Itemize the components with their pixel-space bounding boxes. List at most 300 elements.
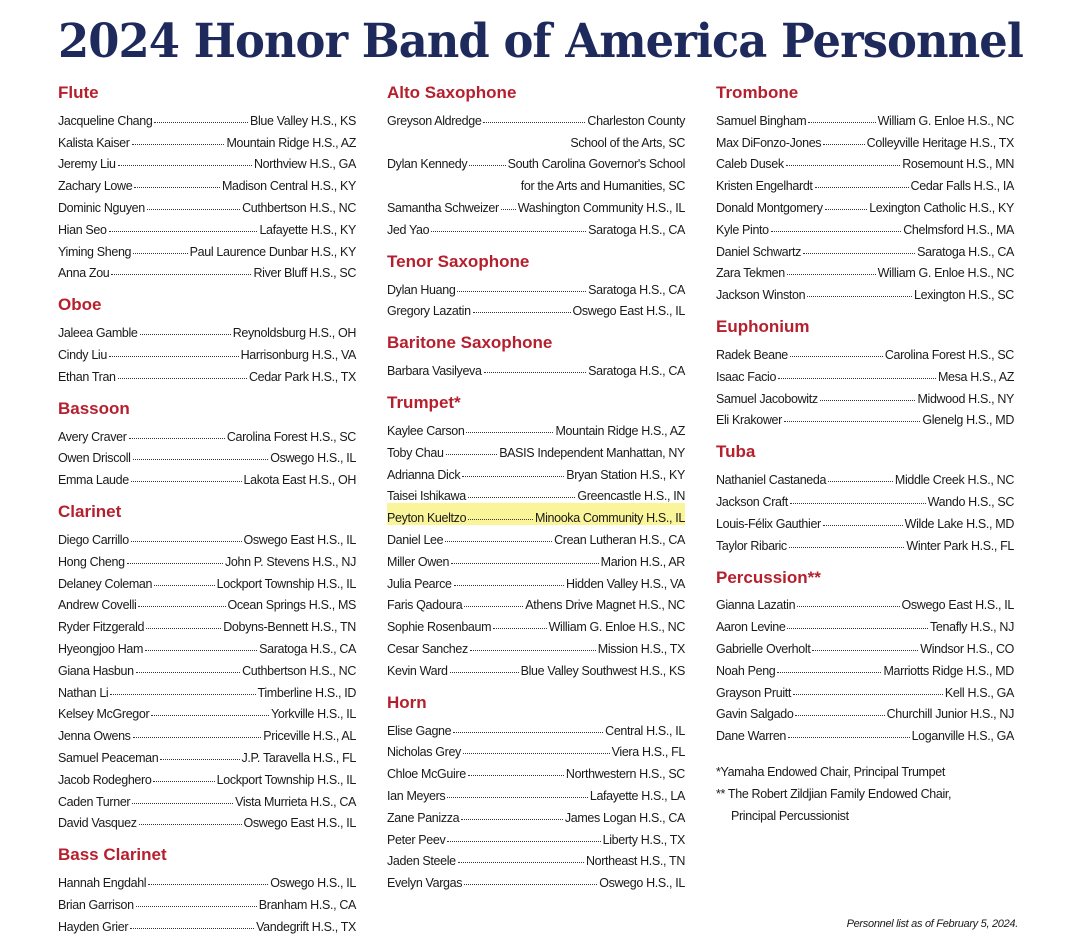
section-clarinet — [58, 501, 356, 830]
member-school: Mountain Ridge H.S., AZ — [226, 135, 356, 150]
dot-leader — [468, 519, 533, 520]
member-name: Caden Turner — [58, 794, 131, 809]
member-row — [58, 678, 356, 700]
dot-leader — [790, 503, 926, 504]
section-heading: Tuba — [716, 442, 756, 462]
member-row — [716, 340, 1014, 362]
member-row — [716, 215, 1014, 237]
member-row — [387, 275, 685, 297]
section-oboe — [58, 294, 356, 383]
section-heading: Percussion** — [716, 567, 821, 587]
dot-leader — [109, 231, 258, 232]
member-name: Zachary Lowe — [58, 179, 133, 194]
member-school: Charleston County — [587, 113, 685, 128]
note-line: Principal Percussionist — [731, 808, 849, 823]
member-row — [58, 525, 356, 547]
member-name: Samuel Bingham — [716, 113, 807, 128]
member-row — [58, 890, 356, 912]
dot-leader — [483, 122, 585, 123]
member-name: Hong Cheng — [58, 554, 125, 569]
member-row — [716, 280, 1014, 302]
member-name: Hyeongjoo Ham — [58, 641, 144, 656]
dot-leader — [133, 253, 187, 254]
page-title: 2024 Honor Band of America Personnel — [58, 14, 1023, 69]
member-row — [387, 612, 685, 634]
member-row — [387, 634, 685, 656]
member-school: Viera H.S., FL — [611, 745, 685, 760]
member-row — [387, 759, 685, 781]
member-name: Caleb Dusek — [716, 157, 784, 172]
section-heading: Euphonium — [716, 317, 810, 337]
dot-leader — [493, 628, 546, 629]
dot-leader — [778, 378, 936, 379]
member-name: Sophie Rosenbaum — [387, 620, 492, 635]
member-row — [58, 787, 356, 809]
member-school: Washington Community H.S., IL — [517, 200, 685, 215]
section-heading: Bass Clarinet — [58, 845, 167, 865]
member-school: James Logan H.S., CA — [564, 810, 685, 825]
member-school: J.P. Taravella H.S., FL — [241, 750, 356, 765]
dot-leader — [828, 481, 893, 482]
member-row — [387, 356, 685, 378]
member-row — [58, 634, 356, 656]
dot-leader — [447, 797, 588, 798]
section-trumpet — [387, 392, 685, 678]
dot-leader — [787, 274, 876, 275]
member-school: Oswego East H.S., IL — [901, 598, 1014, 613]
dot-leader — [118, 378, 247, 379]
section-percussion — [716, 567, 1014, 744]
dot-leader — [464, 884, 597, 885]
member-school: Branham H.S., CA — [258, 897, 356, 912]
member-name: Jaden Steele — [387, 854, 456, 869]
member-school: Ocean Springs H.S., MS — [227, 598, 356, 613]
dot-leader — [784, 421, 920, 422]
member-school: Cuthbertson H.S., NC — [242, 200, 356, 215]
member-school: Lockport Township H.S., IL — [216, 772, 356, 787]
member-school: Lexington Catholic H.S., KY — [869, 200, 1014, 215]
dot-leader — [820, 400, 916, 401]
section-baritone-saxophone — [387, 332, 685, 378]
dot-leader — [111, 274, 251, 275]
member-row — [387, 150, 685, 172]
member-row — [58, 656, 356, 678]
dot-leader — [777, 672, 881, 673]
member-name: Samantha Schweizer — [387, 200, 499, 215]
member-name: Jenna Owens — [58, 729, 131, 744]
member-school: Marion H.S., AR — [600, 554, 685, 569]
dot-leader — [786, 165, 900, 166]
member-row — [387, 781, 685, 803]
note-line: ** The Robert Zildjian Family Endowed Chair, — [716, 786, 952, 801]
member-school: Lafayette H.S., LA — [589, 788, 685, 803]
member-school-continued: School of the Arts, SC — [570, 135, 685, 150]
dot-leader — [462, 476, 564, 477]
member-row — [58, 422, 356, 444]
dot-leader — [110, 694, 255, 695]
dot-leader — [454, 585, 564, 586]
member-name: Brian Garrison — [58, 897, 134, 912]
member-school: Mission H.S., TX — [597, 641, 685, 656]
member-name: Donald Montgomery — [716, 200, 823, 215]
member-name: Zane Panizza — [387, 810, 460, 825]
section-horn — [387, 692, 685, 890]
member-school: Rosemount H.S., MN — [902, 157, 1014, 172]
member-row — [58, 743, 356, 765]
column-3 — [716, 82, 1014, 823]
member-name: Aaron Levine — [716, 620, 786, 635]
member-name: Kyle Pinto — [716, 222, 769, 237]
member-row — [58, 362, 356, 384]
member-school: Windsor H.S., CO — [920, 641, 1014, 656]
member-name: Hayden Grier — [58, 919, 129, 934]
member-school: William G. Enloe H.S., NC — [877, 266, 1014, 281]
member-row — [58, 106, 356, 128]
dot-leader — [457, 291, 586, 292]
dot-leader — [795, 715, 884, 716]
member-school: Carolina Forest H.S., SC — [226, 429, 356, 444]
dot-leader — [131, 541, 242, 542]
section-heading: Horn — [387, 692, 427, 712]
dot-leader — [470, 650, 596, 651]
section-heading: Alto Saxophone — [387, 83, 517, 102]
member-row — [58, 765, 356, 787]
member-school: Paul Laurence Dunbar H.S., KY — [189, 244, 356, 259]
member-name: Chloe McGuire — [387, 767, 466, 782]
dot-leader — [127, 563, 223, 564]
member-school: Greencastle H.S., IN — [577, 489, 685, 504]
section-trombone — [716, 82, 1014, 302]
member-school: Saratoga H.S., CA — [588, 364, 685, 379]
member-name: Faris Qadoura — [387, 598, 463, 613]
member-name: Giana Hasbun — [58, 663, 134, 678]
member-row — [58, 547, 356, 569]
member-name: Julia Pearce — [387, 576, 452, 591]
member-row — [716, 465, 1014, 487]
dot-leader — [118, 165, 252, 166]
section-heading: Bassoon — [58, 398, 130, 418]
member-school: Central H.S., IL — [605, 723, 685, 738]
member-name: Miller Owen — [387, 554, 450, 569]
member-school: Northview H.S., GA — [253, 157, 356, 172]
dot-leader — [136, 672, 240, 673]
member-name: Taisei Ishikawa — [387, 489, 466, 504]
member-school: Lexington H.S., SC — [913, 288, 1014, 303]
member-name: Anna Zou — [58, 266, 110, 281]
member-school: Oswego East H.S., IL — [572, 304, 685, 319]
member-row — [716, 106, 1014, 128]
member-name: Emma Laude — [58, 473, 129, 488]
dot-leader — [139, 824, 242, 825]
member-school: Wando H.S., SC — [927, 494, 1014, 509]
member-school: William G. Enloe H.S., NC — [877, 113, 1014, 128]
member-row — [716, 509, 1014, 531]
member-name: Gavin Salgado — [716, 707, 794, 722]
member-school: Middle Creek H.S., NC — [894, 473, 1014, 488]
member-row — [716, 384, 1014, 406]
member-name: Elise Gagne — [387, 723, 452, 738]
member-row — [58, 237, 356, 259]
member-row — [58, 700, 356, 722]
member-name: Avery Craver — [58, 429, 127, 444]
member-school: Vista Murrieta H.S., CA — [235, 794, 356, 809]
member-row — [58, 193, 356, 215]
member-school: Midwood H.S., NY — [917, 391, 1014, 406]
member-school: Blue Valley H.S., KS — [249, 113, 356, 128]
member-school: Lockport Township H.S., IL — [216, 576, 356, 591]
member-name: Dylan Kennedy — [387, 157, 468, 172]
personnel-date-footnote: Personnel list as of February 5, 2024. — [846, 918, 1018, 930]
member-name: Toby Chau — [387, 445, 444, 460]
member-row — [387, 106, 685, 128]
member-name: Eli Krakower — [716, 413, 782, 428]
member-row — [58, 444, 356, 466]
member-name: Jacqueline Chang — [58, 113, 153, 128]
member-name: Dylan Huang — [387, 282, 456, 297]
member-school: Blue Valley Southwest H.S., KS — [520, 663, 685, 678]
member-name: Louis-Félix Gauthier — [716, 516, 821, 531]
member-school: Saratoga H.S., CA — [259, 641, 356, 656]
dot-leader — [453, 732, 603, 733]
member-row — [716, 634, 1014, 656]
member-name: Delaney Coleman — [58, 576, 153, 591]
member-name: Daniel Lee — [387, 532, 444, 547]
member-school: Cuthbertson H.S., NC — [242, 663, 356, 678]
member-school: Lafayette H.S., KY — [259, 222, 356, 237]
member-school: William G. Enloe H.S., NC — [548, 620, 685, 635]
member-school: Kell H.S., GA — [944, 685, 1014, 700]
member-row — [716, 237, 1014, 259]
member-row — [387, 416, 685, 438]
dot-leader — [461, 819, 563, 820]
member-row — [387, 825, 685, 847]
dot-leader — [431, 231, 586, 232]
member-row — [387, 438, 685, 460]
member-name: Evelyn Vargas — [387, 876, 463, 891]
member-school: River Bluff H.S., SC — [253, 266, 356, 281]
member-name: Kaylee Carson — [387, 423, 465, 438]
member-name: Jaleea Gamble — [58, 326, 138, 341]
member-school: Loganville H.S., GA — [911, 729, 1014, 744]
member-row — [716, 721, 1014, 743]
dot-leader — [823, 525, 903, 526]
section-heading: Trombone — [716, 83, 799, 102]
member-name: Hannah Engdahl — [58, 876, 147, 891]
member-row — [716, 612, 1014, 634]
dot-leader — [132, 144, 225, 145]
member-row — [716, 171, 1014, 193]
member-row — [58, 809, 356, 831]
dot-leader — [473, 312, 571, 313]
section-bass-clarinet — [58, 844, 356, 933]
dot-leader — [815, 187, 909, 188]
member-name: Samuel Peaceman — [58, 750, 159, 765]
member-school: Marriotts Ridge H.S., MD — [883, 663, 1014, 678]
dot-leader — [468, 497, 576, 498]
member-name: Greyson Aldredge — [387, 113, 482, 128]
member-school: Timberline H.S., ID — [257, 685, 356, 700]
member-name: Gianna Lazatin — [716, 598, 796, 613]
member-name: Peyton Kueltzo — [387, 511, 467, 526]
dot-leader — [146, 628, 221, 629]
member-row — [716, 406, 1014, 428]
member-name: Daniel Schwartz — [716, 244, 802, 259]
dot-leader — [797, 606, 899, 607]
member-name: Nicholas Grey — [387, 745, 461, 760]
dot-leader — [788, 737, 910, 738]
member-row — [58, 721, 356, 743]
member-row — [387, 803, 685, 825]
section-tuba — [716, 441, 1014, 552]
dot-leader — [134, 187, 220, 188]
member-name: Dominic Nguyen — [58, 200, 145, 215]
member-name: Nathan Li — [58, 685, 109, 700]
member-school: Madison Central H.S., KY — [221, 179, 356, 194]
member-name: Kalista Kaiser — [58, 135, 130, 150]
member-school: Northwestern H.S., SC — [565, 767, 685, 782]
member-name: Gregory Lazatin — [387, 304, 471, 319]
member-name: Kristen Engelhardt — [716, 179, 813, 194]
member-row — [58, 912, 356, 934]
member-row — [387, 591, 685, 613]
dot-leader — [138, 606, 225, 607]
member-school: Minooka Community H.S., IL — [535, 511, 685, 526]
dot-leader — [446, 454, 498, 455]
section-heading: Baritone Saxophone — [387, 333, 553, 353]
section-flute — [58, 82, 356, 280]
member-row — [387, 656, 685, 678]
member-school: Crean Lutheran H.S., CA — [554, 532, 685, 547]
member-name: Peter Peev — [387, 832, 446, 847]
member-name: Radek Beane — [716, 347, 788, 362]
member-row — [716, 193, 1014, 215]
dot-leader — [154, 122, 248, 123]
member-row — [387, 297, 685, 319]
member-name: Hian Seo — [58, 222, 107, 237]
dot-leader — [153, 781, 214, 782]
member-school: Bryan Station H.S., KY — [566, 467, 685, 482]
member-name: Ryder Fitzgerald — [58, 620, 145, 635]
member-name: Dane Warren — [716, 729, 787, 744]
member-name: Jacob Rodeghero — [58, 772, 152, 787]
highlighted-member-row — [387, 503, 685, 525]
member-row — [58, 259, 356, 281]
member-name: Adrianna Dick — [387, 467, 461, 482]
section-heading: Flute — [58, 83, 99, 102]
member-row — [58, 318, 356, 340]
member-school: Yorkville H.S., IL — [271, 707, 356, 722]
member-name: Owen Driscoll — [58, 451, 131, 466]
member-school: Tenafly H.S., NJ — [929, 620, 1014, 635]
member-row — [716, 531, 1014, 553]
member-name: Max DiFonzo-Jones — [716, 135, 822, 150]
member-name: Barbara Vasilyeva — [387, 364, 482, 379]
member-row — [716, 128, 1014, 150]
section-bassoon — [58, 398, 356, 487]
member-row — [387, 738, 685, 760]
dot-leader — [140, 334, 231, 335]
dot-leader — [133, 737, 262, 738]
member-row — [716, 150, 1014, 172]
member-row — [58, 591, 356, 613]
member-name: Gabrielle Overholt — [716, 641, 811, 656]
section-euphonium — [716, 316, 1014, 427]
member-name: Jed Yao — [387, 222, 430, 237]
member-school: Lakota East H.S., OH — [243, 473, 356, 488]
member-school: Glenelg H.S., MD — [922, 413, 1014, 428]
member-row — [716, 487, 1014, 509]
dot-leader — [466, 432, 553, 433]
member-name: Ian Meyers — [387, 788, 446, 803]
member-row — [387, 547, 685, 569]
dot-leader — [154, 585, 215, 586]
dot-leader — [132, 803, 233, 804]
member-row — [58, 150, 356, 172]
member-name: Jackson Winston — [716, 288, 806, 303]
member-school: Liberty H.S., TX — [602, 832, 685, 847]
dot-leader — [793, 694, 943, 695]
member-row — [716, 678, 1014, 700]
member-row — [387, 193, 685, 215]
member-name: Kelsey McGregor — [58, 707, 150, 722]
member-row — [716, 700, 1014, 722]
dot-leader — [812, 650, 918, 651]
dot-leader — [469, 165, 505, 166]
section-heading: Trumpet* — [387, 393, 461, 413]
member-row — [58, 868, 356, 890]
member-row — [58, 340, 356, 362]
member-row — [58, 171, 356, 193]
dot-leader — [450, 672, 519, 673]
dot-leader — [145, 650, 257, 651]
dot-leader — [147, 209, 240, 210]
member-school: Oswego H.S., IL — [270, 876, 356, 891]
dot-leader — [790, 356, 883, 357]
section-alto-saxophone — [387, 82, 685, 237]
member-name: Cesar Sanchez — [387, 641, 468, 656]
member-row — [58, 465, 356, 487]
section-heading: Oboe — [58, 295, 102, 315]
member-school: Cedar Falls H.S., IA — [910, 179, 1014, 194]
dot-leader — [451, 563, 598, 564]
endowed-chair-notes — [716, 757, 1014, 822]
member-school: BASIS Independent Manhattan, NY — [499, 445, 685, 460]
section-tenor-saxophone — [387, 251, 685, 319]
member-school: Oswego East H.S., IL — [243, 816, 356, 831]
dot-leader — [148, 884, 268, 885]
column-2 — [387, 82, 685, 904]
member-name: Cindy Liu — [58, 347, 107, 362]
dot-leader — [808, 122, 875, 123]
dot-leader — [458, 862, 584, 863]
dot-leader — [825, 209, 868, 210]
dot-leader — [787, 628, 928, 629]
member-name: Samuel Jacobowitz — [716, 391, 818, 406]
section-heading: Tenor Saxophone — [387, 251, 530, 271]
member-row — [387, 569, 685, 591]
dot-leader — [771, 231, 901, 232]
dot-leader — [445, 541, 552, 542]
member-school: Dobyns-Bennett H.S., TN — [223, 620, 356, 635]
member-row — [58, 569, 356, 591]
member-row — [387, 460, 685, 482]
dot-leader — [789, 547, 905, 548]
member-school: Saratoga H.S., CA — [588, 282, 685, 297]
member-school: Reynoldsburg H.S., OH — [232, 326, 356, 341]
member-school: Wilde Lake H.S., MD — [904, 516, 1014, 531]
dot-leader — [151, 715, 269, 716]
dot-leader — [131, 481, 242, 482]
